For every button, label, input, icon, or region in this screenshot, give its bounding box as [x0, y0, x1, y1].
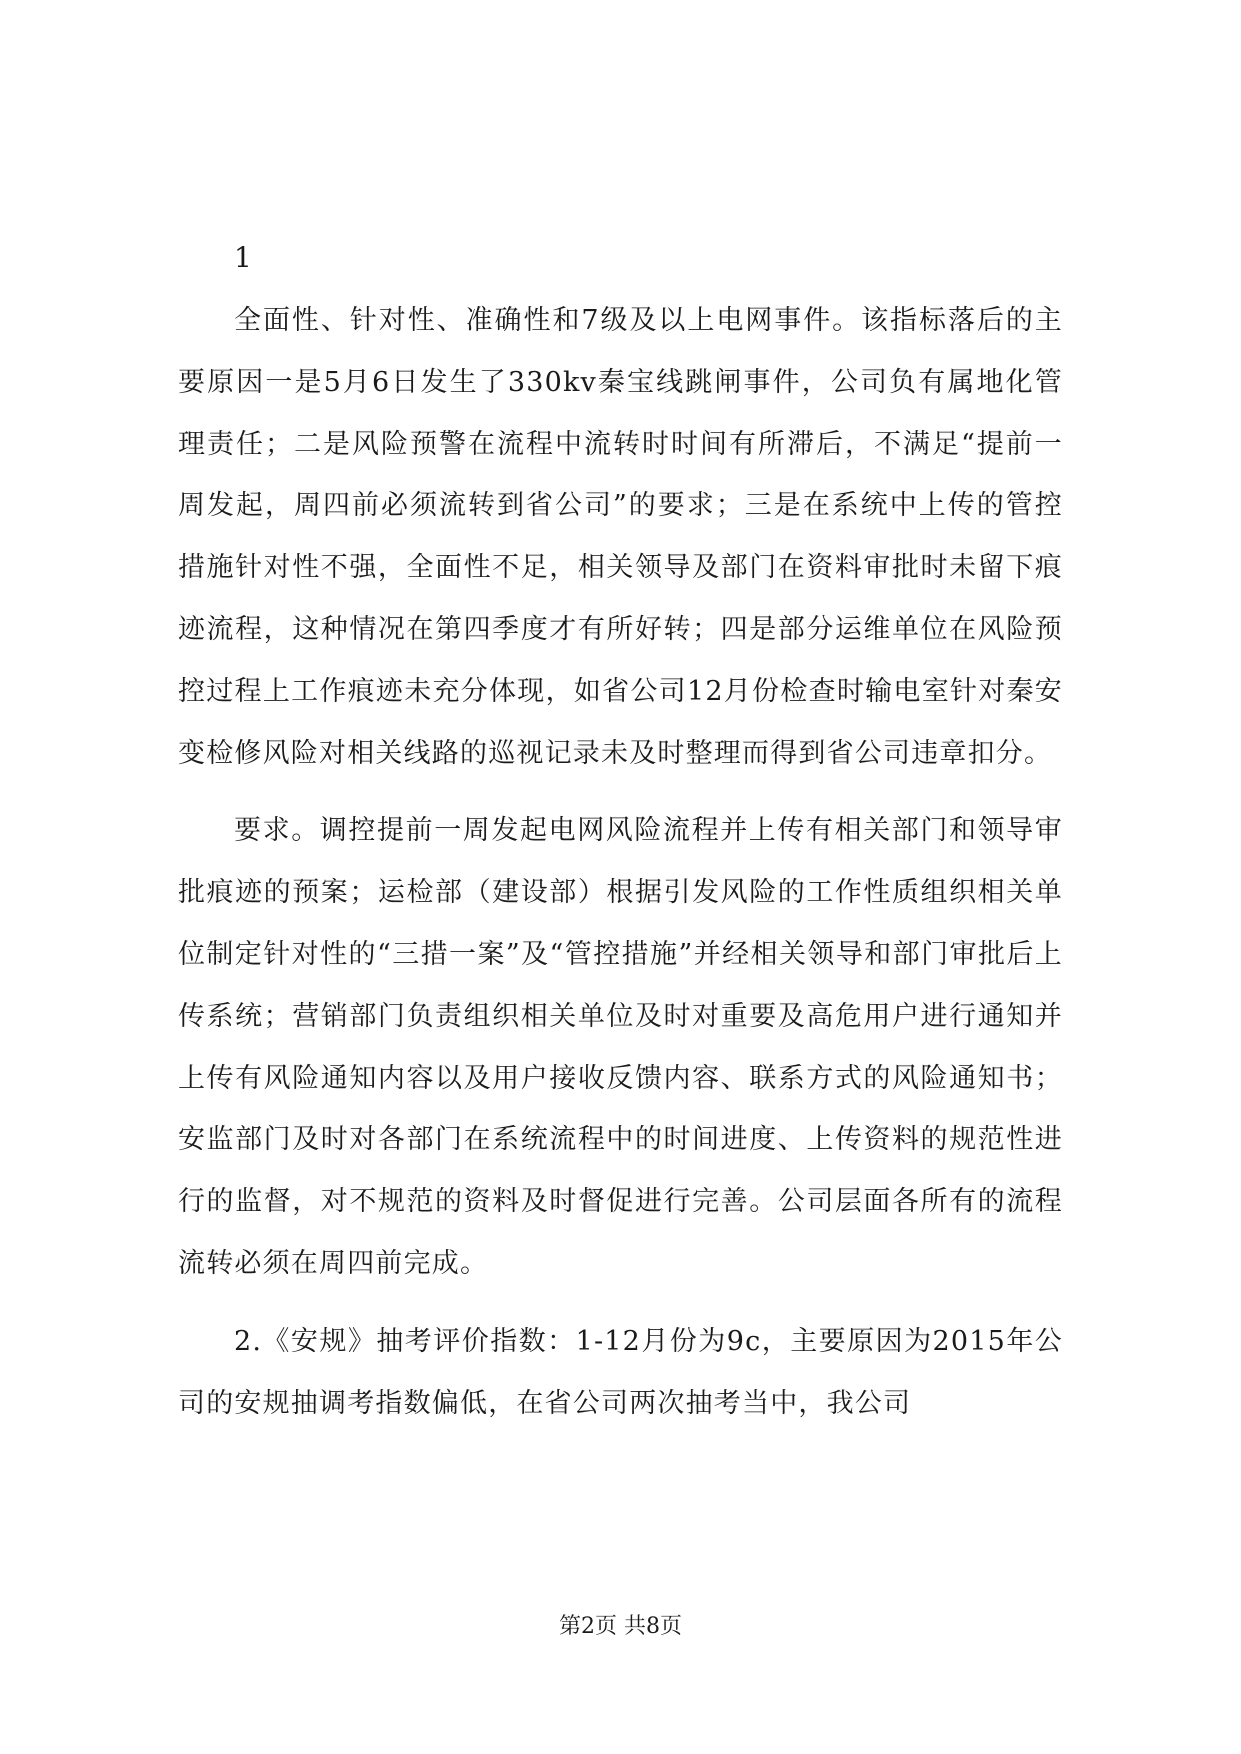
- paragraph-requirements: 要求。调控提前一周发起电网风险流程并上传有相关部门和领导审批痕迹的预案；运检部（建设部）根据引发风险的工作性质组织相关单位制定针对性的“三措一案”及“管控措施”并经相关领导和部门审批后上传系统；营销部门负责组织相关单位及时对重要及高危用户进行通知并上传有风险通知内容以及用户接收反馈内容、联系方式的风险通知书；安监部门及时对各部门在系统流程中的时间进度、上传资料的规范性进行的监督，对不规范的资料及时督促进行完善。公司层面各所有的流程流转必须在周四前完成。: [178, 815, 1063, 1279]
- paragraph-cause-analysis: 全面性、针对性、准确性和7级及以上电网事件。该指标落后的主要原因一是5月6日发生了330kv秦宝线跳闸事件，公司负有属地化管理责任；二是风险预警在流程中流转时时间有所滞后，不满足“提前一周发起，周四前必须流转到省公司”的要求；三是在系统中上传的管控措施针对性不强，全面性不足，相关领导及部门在资料审批时未留下痕迹流程，这种情况在第四季度才有所好转；四是部分运维单位在风险预控过程上工作痕迹未充分体现，如省公司12月份检查时输电室针对秦安变检修风险对相关线路的巡视记录未及时整理而得到省公司违章扣分。: [178, 305, 1063, 769]
- paragraph-safety-rules-index: 2.《安规》抽考评价指数：1-12月份为9c，主要原因为2015年公司的安规抽调考指数偏低，在省公司两次抽考当中，我公司: [178, 1325, 1063, 1419]
- document-body: [178, 230, 1063, 1450]
- page-footer: 第2页 共8页: [559, 1614, 682, 1639]
- section-number: 1: [234, 241, 252, 274]
